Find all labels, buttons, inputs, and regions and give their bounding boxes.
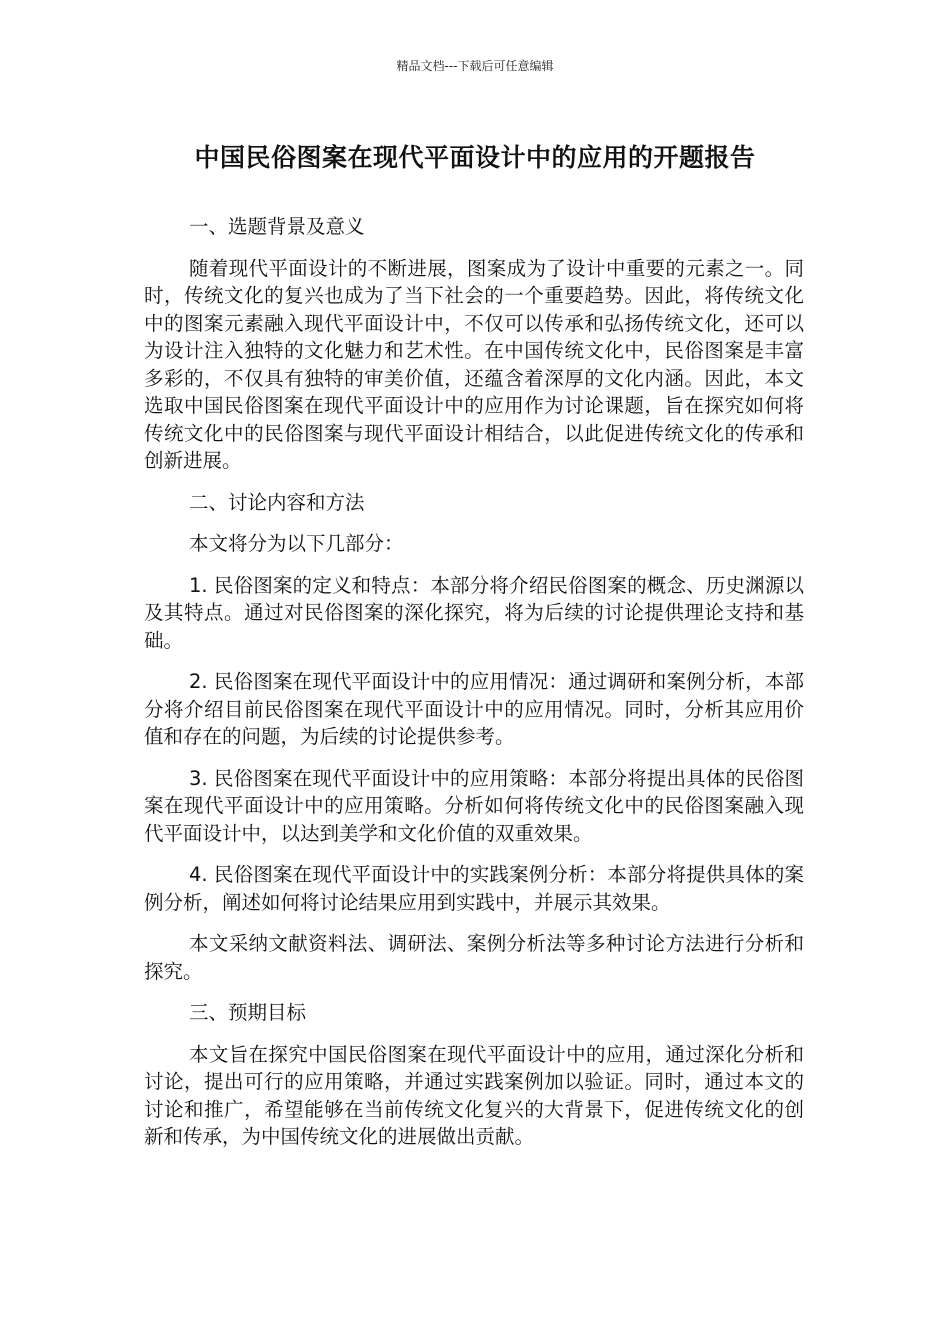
list-item-1: 1. 民俗图案的定义和特点：本部分将介绍民俗图案的概念、历史渊源以及其特点。通过对民俗图案的深化探究，将为后续的讨论提供理论支持和基础。 xyxy=(144,573,804,652)
paragraph-parts-intro: 本文将分为以下几部分： xyxy=(189,532,404,555)
section-heading-background: 一、选题背景及意义 xyxy=(189,215,365,238)
paragraph-background: 随着现代平面设计的不断进展，图案成为了设计中重要的元素之一。同时，传统文化的复兴也成为了当下社会的一个重要趋势。因此，将传统文化中的图案元素融入现代平面设计中，不仅可以传承和弘扬传统文化，还可以为设计注入独特的文化魅力和艺术性。在中国传统文化中，民俗图案是丰富多彩的，不仅具有独特的审美价值，还蕴含着深厚的文化内涵。因此，本文选取中国民俗图案在现代平面设计中的应用作为讨论课题，旨在探究如何将传统文化中的民俗图案与现代平面设计相结合，以此促进传统文化的传承和创新进展。 xyxy=(144,256,804,472)
document-title: 中国民俗图案在现代平面设计中的应用的开题报告 xyxy=(194,143,756,172)
paragraph-goals: 本文旨在探究中国民俗图案在现代平面设计中的应用，通过深化分析和讨论，提出可行的应用策略，并通过实践案例加以验证。同时，通过本文的讨论和推广，希望能够在当前传统文化复兴的大背景下，促进传统文化的创新和传承，为中国传统文化的进展做出贡献。 xyxy=(144,1042,804,1148)
document-body xyxy=(144,213,804,1165)
list-item-4: 4. 民俗图案在现代平面设计中的实践案例分析：本部分将提供具体的案例分析，阐述如何将讨论结果应用到实践中，并展示其效果。 xyxy=(144,863,804,914)
header-note: 精品文档---下载后可任意编辑 xyxy=(396,59,554,73)
list-item-2: 2. 民俗图案在现代平面设计中的应用情况：通过调研和案例分析，本部分将介绍目前民俗图案在现代平面设计中的应用情况。同时，分析其应用价值和存在的问题，为后续的讨论提供参考。 xyxy=(144,670,804,748)
section-heading-content-methods: 二、讨论内容和方法 xyxy=(189,490,365,514)
list-item-3: 3. 民俗图案在现代平面设计中的应用策略：本部分将提出具体的民俗图案在现代平面设计中的应用策略。分析如何将传统文化中的民俗图案融入现代平面设计中，以达到美学和文化价值的双重效果。 xyxy=(144,766,804,845)
section-heading-goals: 三、预期目标 xyxy=(189,1001,307,1024)
paragraph-methods: 本文采纳文献资料法、调研法、案例分析法等多种讨论方法进行分析和探究。 xyxy=(144,932,804,983)
